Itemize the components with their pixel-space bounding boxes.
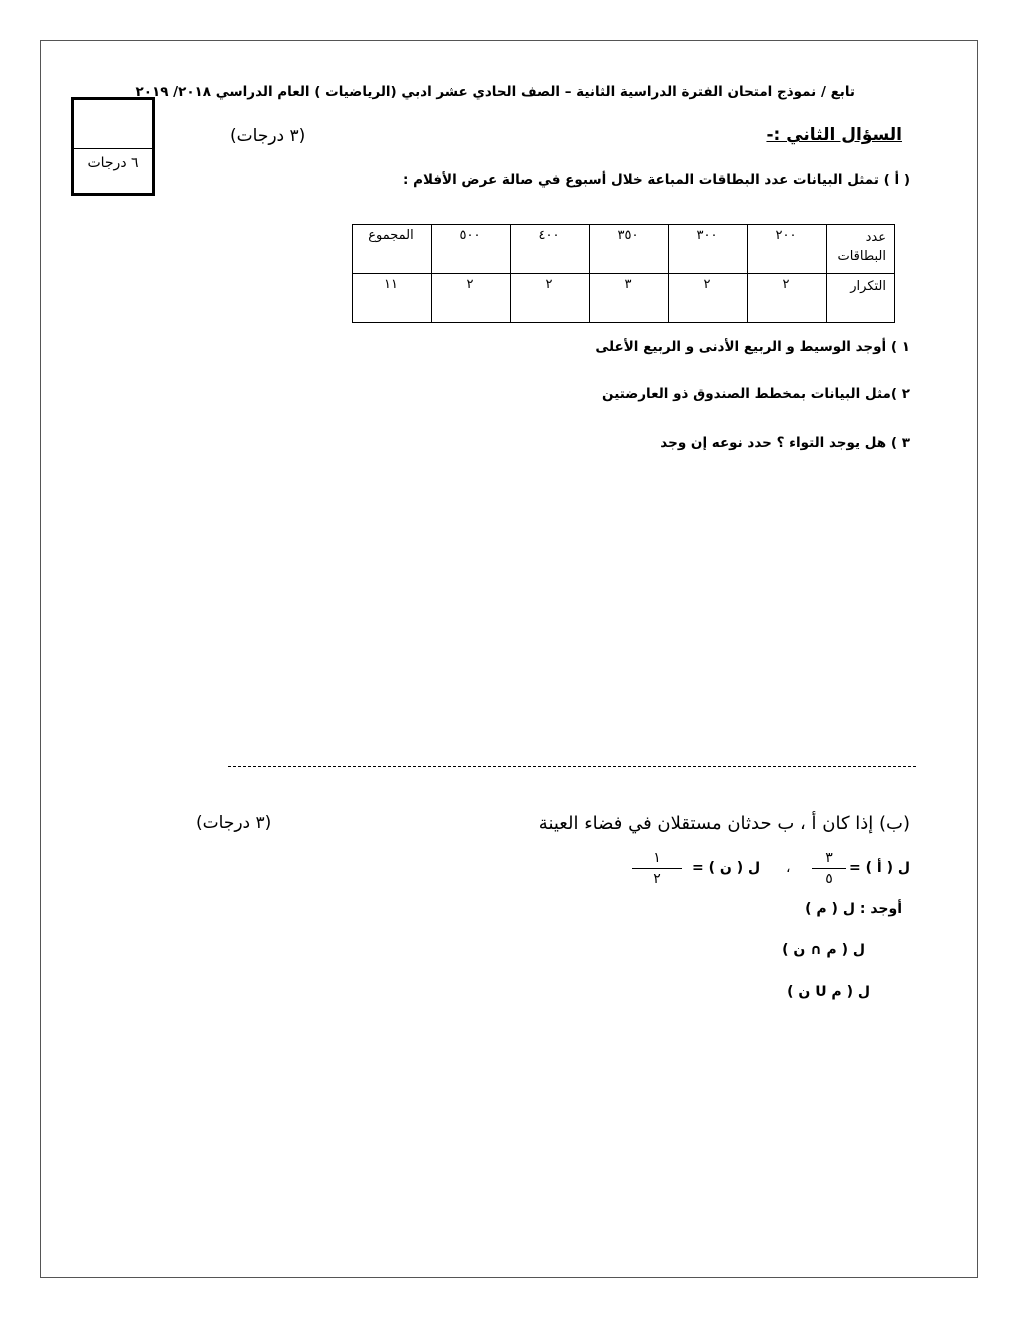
table-row xyxy=(353,225,895,274)
part-b-marks: (٣ درجات) xyxy=(196,813,272,833)
fraction-bar xyxy=(632,868,682,869)
fraction-p-n xyxy=(632,850,682,887)
score-box-label: ٦ درجات xyxy=(87,155,139,171)
table-cell: المجموع xyxy=(353,225,432,274)
table-cell: التكرار xyxy=(827,274,895,323)
find-intersection: ل ( م ∩ ن ) xyxy=(782,942,865,958)
table-cell: ٢ xyxy=(432,274,511,323)
table-cell: ٢ xyxy=(669,274,748,323)
score-box xyxy=(71,97,155,196)
table-cell: عدد البطاقات xyxy=(827,225,895,274)
given-p-n: ل ( ن ) = xyxy=(692,860,761,876)
fraction-bar xyxy=(812,868,846,869)
question-title: السؤال الثاني :- xyxy=(766,125,902,145)
given-separator: ، xyxy=(786,860,791,876)
part-a-item-1: ١ ) أوجد الوسيط و الربيع الأدنى و الربيع الأعلى xyxy=(595,339,910,355)
section-divider xyxy=(228,766,916,767)
score-box-divider xyxy=(74,148,152,149)
fraction-numerator: ٣ xyxy=(825,850,833,866)
table-cell: ١١ xyxy=(353,274,432,323)
find-label: أوجد : ل ( م ) xyxy=(805,901,902,917)
table-cell: ٢٠٠ xyxy=(748,225,827,274)
fraction-numerator: ١ xyxy=(653,850,661,866)
fraction-denominator: ٢ xyxy=(653,871,661,887)
fraction-denominator: ٥ xyxy=(825,871,833,887)
find-union: ل ( م U ن ) xyxy=(787,984,870,1000)
part-a-item-2: ٢ )مثل البيانات بمخطط الصندوق ذو العارضتين xyxy=(602,386,910,402)
part-b-intro: (ب) إذا كان أ ، ب حدثان مستقلان في فضاء العينة xyxy=(538,813,910,834)
exam-header: تابع / نموذج امتحان الفترة الدراسية الثانية – الصف الحادي عشر ادبي (الرياضيات ) العام الدراسي ٢٠١٨/ ٢٠١٩ xyxy=(135,84,855,100)
frequency-table xyxy=(352,224,895,323)
table-cell: ٤٠٠ xyxy=(511,225,590,274)
part-a-item-3: ٣ ) هل يوجد التواء ؟ حدد نوعه إن وجد xyxy=(660,435,910,451)
table-cell: ٢ xyxy=(748,274,827,323)
table-cell: ٣ xyxy=(590,274,669,323)
table-row xyxy=(353,274,895,323)
table-cell: ٢ xyxy=(511,274,590,323)
table-cell: ٣٠٠ xyxy=(669,225,748,274)
part-a-intro: ( أ ) تمثل البيانات عدد البطاقات المباعة خلال أسبوع في صالة عرض الأفلام : xyxy=(402,172,910,188)
table-cell: ٥٠٠ xyxy=(432,225,511,274)
table-cell: ٣٥٠ xyxy=(590,225,669,274)
given-p-a: ل ( أ ) = xyxy=(849,860,910,876)
question-marks: (٣ درجات) xyxy=(230,126,306,146)
fraction-p-a xyxy=(812,850,846,887)
